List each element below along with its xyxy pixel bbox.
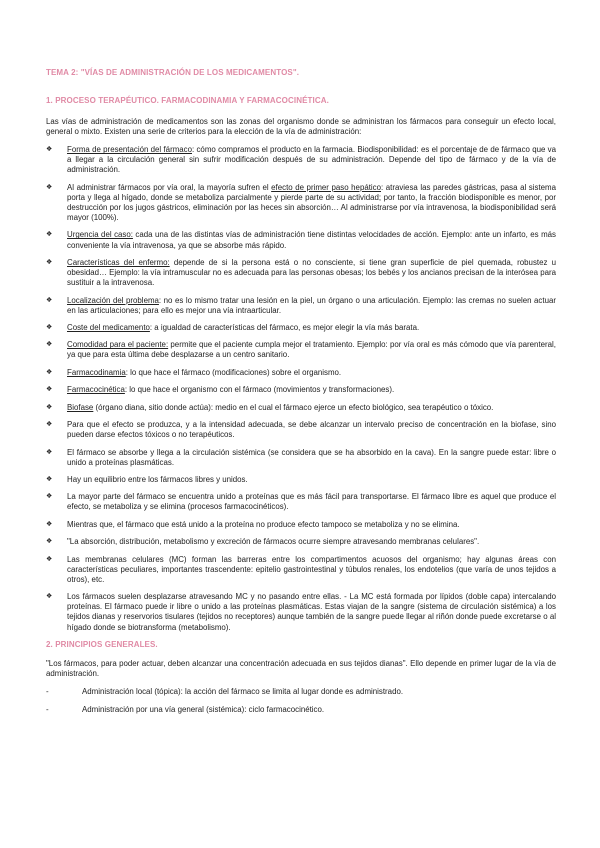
list-item <box>46 537 556 547</box>
bullet-diamond-icon: ❖ <box>46 538 53 546</box>
list-item-body: : no es lo mismo tratar una lesión en la piel, un órgano o una articulación. Ejemplo: las cremas no suelen actuar en las articulaciones; para ello es mejor una vía intraarticular. <box>67 295 556 315</box>
bullet-diamond-icon: ❖ <box>46 448 53 456</box>
list-item-term: Coste del medicamento <box>67 322 150 332</box>
list-item <box>46 323 556 333</box>
administration-list <box>46 687 556 715</box>
list-item <box>46 368 556 378</box>
list-item <box>46 385 556 395</box>
list-item-text <box>67 368 556 378</box>
list-item-text <box>67 420 556 440</box>
list-item <box>46 145 556 175</box>
bullet-diamond-icon: ❖ <box>46 421 53 429</box>
list-item <box>46 183 556 223</box>
list-item-text <box>67 537 556 547</box>
list-item <box>46 340 556 360</box>
list-item <box>46 296 556 316</box>
list-item <box>46 520 556 530</box>
list-item-body: Las membranas celulares (MC) forman las barreras entre los compartimentos acuosos del organismo; hay algunas áreas con características peculiares, importantes trascendente: epitelio gastrointestinal y túbulos renales, los endotelios (que varía de unos tejidos a otros), etc. <box>67 554 556 584</box>
list-item <box>46 492 556 512</box>
list-item-body: El fármaco se absorbe y llega a la circulación sistémica (se considera que se ha absorbido en la cava). En la sangre puede estar: libre o unido a proteínas plasmáticas. <box>67 447 556 467</box>
bullet-diamond-icon: ❖ <box>46 341 53 349</box>
list-item-term: Localización del problema <box>67 295 159 305</box>
bullet-diamond-icon: ❖ <box>46 258 53 266</box>
list-item-term: Farmacodinamia <box>67 367 126 377</box>
list-item-body: Hay un equilibrio entre los fármacos libres y unidos. <box>67 475 248 484</box>
list-item-text <box>67 258 556 288</box>
bullet-diamond-icon: ❖ <box>46 296 53 304</box>
list-item <box>46 687 556 697</box>
list-item-body: La mayor parte del fármaco se encuentra unido a proteínas que es más fácil para transportarse. El fármaco libre es aquel que produce el efecto, se metaboliza y se elimina (procesos farmacocinéticos). <box>67 492 556 512</box>
list-item <box>46 230 556 250</box>
bullet-diamond-icon: ❖ <box>46 386 53 394</box>
section-1-heading: 1. PROCESO TERAPÉUTICO. FARMACODINAMIA Y FARMACOCINÉTICA. <box>46 96 329 105</box>
criteria-list <box>46 145 556 632</box>
list-item-text <box>67 340 556 360</box>
list-item-body: cada una de las distintas vías de administración tiene distintas velocidades de acción. Ejemplo: ante un infarto, es más conveniente la vía intravenosa, ya que se absorbe más rápido. <box>67 230 556 250</box>
bullet-diamond-icon: ❖ <box>46 231 53 239</box>
list-item-text <box>67 403 556 413</box>
list-item-prefix: Al administrar fármacos por vía oral, la mayoría sufren el <box>67 182 272 192</box>
section-2-heading: 2. PRINCIPIOS GENERALES. <box>46 639 158 649</box>
document-title: TEMA 2: "VÍAS DE ADMINISTRACIÓN DE LOS MEDICAMENTOS". <box>46 68 300 77</box>
list-item <box>46 592 556 632</box>
bullet-diamond-icon: ❖ <box>46 368 53 376</box>
list-item <box>46 475 556 485</box>
list-item <box>46 258 556 288</box>
bullet-diamond-icon: ❖ <box>46 593 53 601</box>
list-item-body: : lo que hace el fármaco (modificaciones) sobre el organismo. <box>125 367 342 377</box>
list-item <box>46 448 556 468</box>
list-item-term: Biofase <box>67 402 94 412</box>
list-item-text <box>67 230 556 250</box>
bullet-diamond-icon: ❖ <box>46 323 53 331</box>
list-item-text <box>67 520 556 530</box>
list-item-body: : a igualdad de características del fármaco, es mejor elegir la vía más barata. <box>149 322 420 332</box>
list-item-body: Los fármacos suelen desplazarse atravesando MC y no pasando entre ellas. - La MC está formada por lípidos (doble capa) intercalando proteínas. El fármaco puede ir libre o unido a las proteínas plasmáticas. Estas viajan de la sangre (sistema de circulación sistémica) a los tejidos dianas y reservorios tisulares (tejidos no receptores) aunque también de la sangre puede llegar al riñón donde puede excretarse o al hígado donde se biotransforma (metabolismo). <box>67 592 556 632</box>
section-2-intro: "Los fármacos, para poder actuar, deben alcanzar una concentración adecuada en sus tejidos dianas". Ello depende en primer lugar de la vía de administración. <box>46 658 556 678</box>
bullet-diamond-icon: ❖ <box>46 555 53 563</box>
list-item-term: Comodidad para el paciente: <box>67 340 169 350</box>
bullet-diamond-icon: ❖ <box>46 520 53 528</box>
list-item-body: Mientras que, el fármaco que está unido a la proteína no produce efecto tampoco se metaboliza y no se elimina. <box>67 519 460 529</box>
list-item-text <box>67 145 556 175</box>
dash-marker: - <box>46 705 49 715</box>
list-item-body: "La absorción, distribución, metabolismo y excreción de fármacos ocurre siempre atravesando membranas celulares". <box>67 537 480 547</box>
bullet-diamond-icon: ❖ <box>46 493 53 501</box>
list-item-term: Forma de presentación del fármaco <box>67 145 192 155</box>
list-item-term: Farmacocinética <box>67 385 125 395</box>
list-item-text <box>67 296 556 316</box>
bullet-diamond-icon: ❖ <box>46 183 53 191</box>
list-item-body: Para que el efecto se produzca, y a la intensidad adecuada, se debe alcanzar un intervalo preciso de concentración en la biofase, sino pueden darse efectos tóxicos o no terapéuticos. <box>67 420 556 440</box>
section-1-intro: Las vías de administración de medicamentos son las zonas del organismo donde se administran los fármacos para conseguir un efecto local, general o mixto. Existen una serie de criterios para la elección de la vía de administración: <box>46 117 556 137</box>
list-item-body: : atraviesa las paredes gástricas, pasa al sistema porta y llega al hígado, donde se metaboliza parcialmente y pierde parte de su actividad; por tanto, la fracción biodisponible es menor, por destrucción por los jugos gástricos, eliminación por las heces sin absorción… Al administrarse por vía intravenosa, la biodisponibilidad será mayor (100%). <box>67 182 556 223</box>
list-item-body: : lo que hace el organismo con el fármaco (movimientos y transformaciones). <box>124 385 395 395</box>
list-item-text <box>67 448 556 468</box>
list-item-body: permite que el paciente cumpla mejor el tratamiento. Ejemplo: por vía oral es más cómodo que vía parenteral, ya que para esta última debe desplazarse a un centro sanitario. <box>67 340 556 360</box>
list-item-text <box>67 492 556 512</box>
list-item-body: depende de si la persona está o no consciente, si tiene gran superficie de piel quemada, robustez u obesidad… Ejemplo: la vía intramuscular no es adecuada para las personas obesas; los bebés y los ancianos precisan de la interósea para sustituir a la intravenosa. <box>67 257 556 288</box>
list-item <box>46 555 556 585</box>
bullet-diamond-icon: ❖ <box>46 146 53 154</box>
list-item-text: Administración local (tópica): la acción del fármaco se limita al lugar donde es administrado. <box>82 687 404 697</box>
list-item-text <box>67 475 556 485</box>
list-item-text: Administración por una vía general (sistémica): ciclo farmacocinético. <box>82 705 325 715</box>
list-item-text <box>67 323 556 333</box>
list-item-term: Características del enfermo: <box>67 257 170 267</box>
list-item <box>46 420 556 440</box>
list-item <box>46 403 556 413</box>
list-item-body: : cómo compramos el producto en la farmacia. Biodisponibilidad: es el porcentaje de de fármaco que va a llegar a la circulación general sin sufrir modificación después de su administración. Depende del tipo de fármaco y de la vía de administración. <box>67 145 557 175</box>
list-item-term: Urgencia del caso: <box>67 230 133 240</box>
bullet-diamond-icon: ❖ <box>46 403 53 411</box>
list-item-text <box>67 183 556 223</box>
dash-marker: - <box>46 687 49 697</box>
list-item-term: efecto de primer paso hepático <box>271 182 381 192</box>
list-item-body: (órgano diana, sitio donde actúa): medio en el cual el fármaco ejerce un efecto biológico, sea terapéutico o tóxico. <box>93 402 494 412</box>
list-item-text <box>67 385 556 395</box>
document-page <box>46 68 556 723</box>
list-item-text <box>67 555 556 585</box>
bullet-diamond-icon: ❖ <box>46 476 53 483</box>
list-item <box>46 705 556 715</box>
list-item-text <box>67 592 556 632</box>
